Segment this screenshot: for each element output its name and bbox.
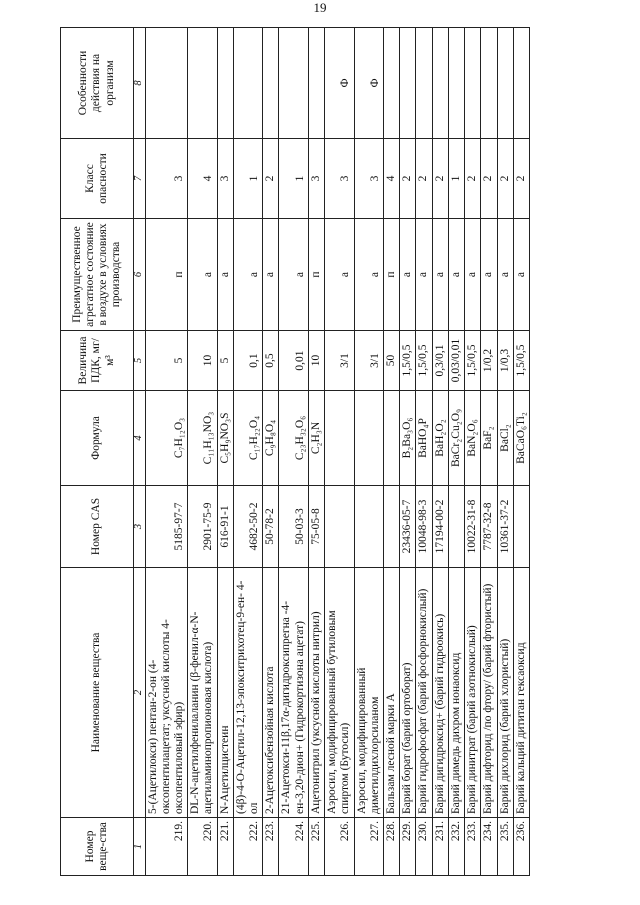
row-number: 236. [513,818,529,876]
substance-name: (4β)-4-О-Ацетил-12,13-эпокситрихотец-9-ен- 4-ол [233,568,262,818]
hazard-class: 3 [217,139,233,219]
table-row [325,28,354,876]
cas-number: 5185-97-7 [145,486,188,568]
row-number: 219. [145,818,188,876]
effect-note [481,28,497,139]
effect-note [233,28,262,139]
substance-name: N-Ацетилцистеин [217,568,233,818]
pdk-value: 50 [384,331,400,391]
row-number: 224. [279,818,308,876]
row-number: 223. [263,818,279,876]
formula: C₇H₁₂O₃ [145,391,188,486]
formula [384,391,400,486]
formula: C₁₇H₂₂O₄ [233,391,262,486]
hazard-class: 1 [233,139,262,219]
col-index: 3 [134,486,146,568]
table-row [217,28,233,876]
aggregate-state: а [279,219,308,331]
hazard-class: 1 [279,139,308,219]
rotated-table-container [60,28,616,876]
substance-name: Барий дифторид /по фтору/ (барий фтористый) [481,568,497,818]
cas-number: 10361-37-2 [497,486,513,568]
table-row [481,28,497,876]
substance-name: DL-N-ацетилфенилаланин (β-фенил-α-N-ацетиламинопропионовая кислота) [188,568,217,818]
cas-number [448,486,464,568]
formula [354,391,383,486]
substance-name: Барий дихлорид (барий хлористый) [497,568,513,818]
substance-table [60,27,530,876]
row-number: 221. [217,818,233,876]
pdk-value: 5 [217,331,233,391]
col-index: 7 [134,139,146,219]
aggregate-state: п [308,219,324,331]
row-number: 231. [432,818,448,876]
formula: BaCaO₆Ti₂ [513,391,529,486]
hazard-class: 2 [497,139,513,219]
effect-note [497,28,513,139]
cas-number: 10022-31-8 [465,486,481,568]
formula: B₂Ba₃O₆ [400,391,416,486]
pdk-value: 1/0,3 [497,331,513,391]
pdk-value: 0,1 [233,331,262,391]
pdk-value: 0,3/0,1 [432,331,448,391]
aggregate-state: а [497,219,513,331]
col-index: 4 [134,391,146,486]
substance-name: Ацетонитрил (уксусной кислоты нитрил) [308,568,324,818]
header-class: Класс опасности [61,139,134,219]
header-row [61,28,134,876]
hazard-class: 1 [448,139,464,219]
formula: BaN₂O₆ [465,391,481,486]
table-row [384,28,400,876]
aggregate-state: а [400,219,416,331]
header-cas: Номер CAS [61,486,134,568]
row-number: 232. [448,818,464,876]
hazard-class: 2 [481,139,497,219]
formula: C₅H₉NO₃S [217,391,233,486]
cas-number [513,486,529,568]
cas-number: 50-03-3 [279,486,308,568]
table-body [145,28,529,876]
cas-number: 23436-05-7 [400,486,416,568]
header-no: Номер веще-ства [61,818,134,876]
effect-note [145,28,188,139]
pdk-value: 1,5/0,5 [416,331,432,391]
cas-number: 7787-32-8 [481,486,497,568]
pdk-value: 0,01 [279,331,308,391]
header-name: Наименование вещества [61,568,134,818]
col-index: 8 [134,28,146,139]
pdk-value: 3/1 [325,331,354,391]
aggregate-state: а [465,219,481,331]
pdk-value: 5 [145,331,188,391]
effect-note [513,28,529,139]
substance-name: Барий кальций дититан гексаоксид [513,568,529,818]
formula: BaCr₂Cu₂O₉ [448,391,464,486]
formula: BaF₂ [481,391,497,486]
pdk-value: 10 [188,331,217,391]
aggregate-state: а [263,219,279,331]
table-row [279,28,308,876]
table-row [354,28,383,876]
aggregate-state: а [448,219,464,331]
effect-note: Ф [325,28,354,139]
pdk-value: 0,03/0,01 [448,331,464,391]
formula: BaHO₄P [416,391,432,486]
cas-number [354,486,383,568]
cas-number [325,486,354,568]
effect-note [188,28,217,139]
cas-number: 616-91-1 [217,486,233,568]
row-number: 227. [354,818,383,876]
aggregate-state: а [432,219,448,331]
aggregate-state: а [188,219,217,331]
pdk-value: 1,5/0,5 [513,331,529,391]
substance-name: Барий гидрофосфат (барий фосфорнокислый) [416,568,432,818]
row-number: 220. [188,818,217,876]
table-row [233,28,262,876]
effect-note [416,28,432,139]
hazard-class: 2 [263,139,279,219]
hazard-class: 2 [416,139,432,219]
hazard-class: 4 [384,139,400,219]
effect-note [448,28,464,139]
substance-name: 21-Ацетокси-11β,17α-дигидроксипрегна -4-ен-3,20-дион+ (Гидрокортизона ацетат) [279,568,308,818]
cas-number: 75-05-8 [308,486,324,568]
hazard-class: 3 [325,139,354,219]
table-row [513,28,529,876]
aggregate-state: п [145,219,188,331]
substance-name: Барий динитрат (барий азотнокислый) [465,568,481,818]
col-index: 2 [134,568,146,818]
formula: C₁₁H₁₃NO₃ [188,391,217,486]
table-row [145,28,188,876]
table-row [263,28,279,876]
effect-note [432,28,448,139]
pdk-value: 10 [308,331,324,391]
cas-number: 10048-98-3 [416,486,432,568]
formula: C₂H₃N [308,391,324,486]
formula: BaCl₂ [497,391,513,486]
col-index: 1 [134,818,146,876]
hazard-class: 4 [188,139,217,219]
row-number: 235. [497,818,513,876]
effect-note [465,28,481,139]
pdk-value: 3/1 [354,331,383,391]
header-state: Преимущественное агрегатное состояние в воздухе в условиях производства [61,219,134,331]
effect-note [263,28,279,139]
col-index: 5 [134,331,146,391]
row-number: 225. [308,818,324,876]
table-row [400,28,416,876]
cas-number [384,486,400,568]
substance-name: 2-Ацетоксибензойная кислота [263,568,279,818]
hazard-class: 2 [400,139,416,219]
effect-note [308,28,324,139]
aggregate-state: а [217,219,233,331]
table-row [497,28,513,876]
table-row [188,28,217,876]
aggregate-state: а [325,219,354,331]
substance-name: Барий борат (барий ортоборат) [400,568,416,818]
aggregate-state: а [481,219,497,331]
row-number: 229. [400,818,416,876]
aggregate-state: а [233,219,262,331]
header-effect: Особенности действия на организм [61,28,134,139]
pdk-value: 0,5 [263,331,279,391]
header-pdk: Величина ПДК, мг/м³ [61,331,134,391]
page-number: 19 [313,0,327,15]
aggregate-state: а [513,219,529,331]
column-index-row [134,28,146,876]
formula: C₂₃H₃₂O₆ [279,391,308,486]
aggregate-state: а [354,219,383,331]
formula [325,391,354,486]
cas-number: 4682-50-2 [233,486,262,568]
hazard-class: 3 [145,139,188,219]
table-row [308,28,324,876]
pdk-value: 1,5/0,5 [400,331,416,391]
effect-note [384,28,400,139]
effect-note [279,28,308,139]
effect-note: Ф [354,28,383,139]
cas-number: 2901-75-9 [188,486,217,568]
substance-name: Аэросил, модифицированный бутиловым спиртом (Бутосил) [325,568,354,818]
aggregate-state: а [416,219,432,331]
table-row [465,28,481,876]
row-number: 226. [325,818,354,876]
table-row [448,28,464,876]
row-number: 234. [481,818,497,876]
effect-note [217,28,233,139]
substance-name: Барий дигидроксид+ (барий гидроокись) [432,568,448,818]
hazard-class: 2 [513,139,529,219]
substance-name: Барий димедь дихром нонаоксид [448,568,464,818]
pdk-value: 1/0,2 [481,331,497,391]
col-index: 6 [134,219,146,331]
hazard-class: 3 [308,139,324,219]
cas-number: 50-78-2 [263,486,279,568]
formula: BaH₂O₂ [432,391,448,486]
effect-note [400,28,416,139]
row-number: 228. [384,818,400,876]
pdk-value: 1,5/0,5 [465,331,481,391]
formula: C₉H₈O₄ [263,391,279,486]
row-number: 233. [465,818,481,876]
substance-name: Аэросил, модифицированный диметилдихлорсиланом [354,568,383,818]
header-formula: Формула [61,391,134,486]
hazard-class: 2 [465,139,481,219]
table-row [432,28,448,876]
hazard-class: 3 [354,139,383,219]
hazard-class: 2 [432,139,448,219]
row-number: 222. [233,818,262,876]
table-row [416,28,432,876]
aggregate-state: п [384,219,400,331]
substance-name: Бальзам лесной марки А [384,568,400,818]
substance-name: 5-(Ацетилокси) пентан-2-он (4-оксопентилацетат; уксусной кислоты 4-оксопентиловый эфир) [145,568,188,818]
cas-number: 17194-00-2 [432,486,448,568]
row-number: 230. [416,818,432,876]
